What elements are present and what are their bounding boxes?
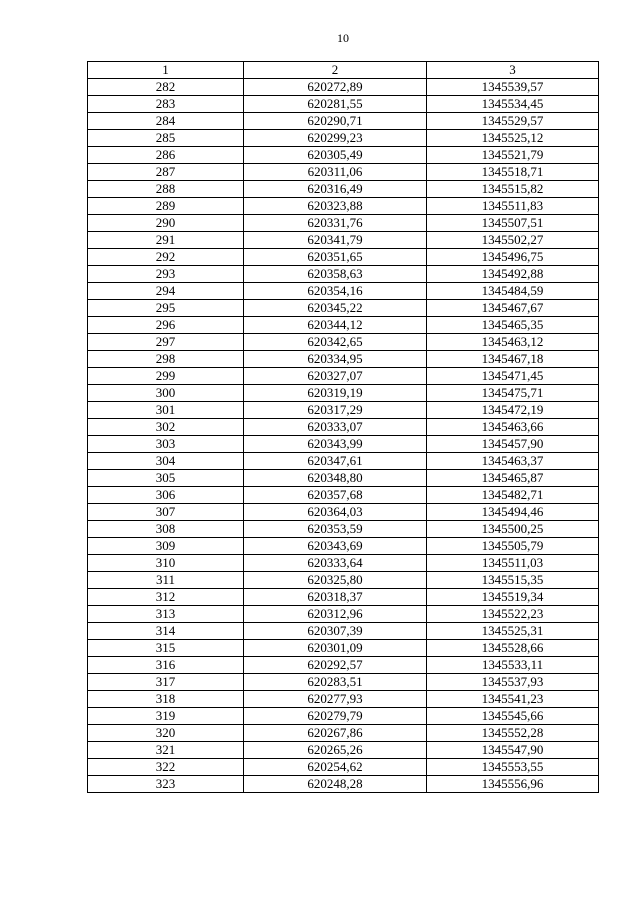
x-coordinate-cell: 620341,79: [244, 232, 427, 249]
table-row: [88, 572, 599, 589]
column-header: 1: [88, 62, 244, 79]
y-coordinate-cell: 1345475,71: [427, 385, 599, 402]
point-number-cell: 297: [88, 334, 244, 351]
point-number-cell: 289: [88, 198, 244, 215]
point-number-cell: 323: [88, 776, 244, 793]
x-coordinate-cell: 620307,39: [244, 623, 427, 640]
y-coordinate-cell: 1345541,23: [427, 691, 599, 708]
x-coordinate-cell: 620344,12: [244, 317, 427, 334]
table-row: [88, 215, 599, 232]
table-row: [88, 776, 599, 793]
point-number-cell: 291: [88, 232, 244, 249]
point-number-cell: 301: [88, 402, 244, 419]
table-row: [88, 317, 599, 334]
x-coordinate-cell: 620342,65: [244, 334, 427, 351]
y-coordinate-cell: 1345507,51: [427, 215, 599, 232]
x-coordinate-cell: 620353,59: [244, 521, 427, 538]
table-row: [88, 368, 599, 385]
table-row: [88, 147, 599, 164]
point-number-cell: 307: [88, 504, 244, 521]
point-number-cell: 283: [88, 96, 244, 113]
table-row: [88, 487, 599, 504]
table-body: [88, 62, 599, 793]
point-number-cell: 313: [88, 606, 244, 623]
x-coordinate-cell: 620317,29: [244, 402, 427, 419]
table-row: [88, 725, 599, 742]
table-row: [88, 436, 599, 453]
table-row: [88, 96, 599, 113]
y-coordinate-cell: 1345467,18: [427, 351, 599, 368]
point-number-cell: 309: [88, 538, 244, 555]
y-coordinate-cell: 1345534,45: [427, 96, 599, 113]
table-row: [88, 334, 599, 351]
point-number-cell: 293: [88, 266, 244, 283]
table-row: [88, 283, 599, 300]
x-coordinate-cell: 620343,99: [244, 436, 427, 453]
x-coordinate-cell: 620301,09: [244, 640, 427, 657]
table-row: [88, 351, 599, 368]
x-coordinate-cell: 620331,76: [244, 215, 427, 232]
x-coordinate-cell: 620272,89: [244, 79, 427, 96]
y-coordinate-cell: 1345484,59: [427, 283, 599, 300]
y-coordinate-cell: 1345515,35: [427, 572, 599, 589]
y-coordinate-cell: 1345500,25: [427, 521, 599, 538]
y-coordinate-cell: 1345553,55: [427, 759, 599, 776]
x-coordinate-cell: 620347,61: [244, 453, 427, 470]
point-number-cell: 320: [88, 725, 244, 742]
x-coordinate-cell: 620333,07: [244, 419, 427, 436]
point-number-cell: 321: [88, 742, 244, 759]
table-row: [88, 300, 599, 317]
table-row: [88, 164, 599, 181]
point-number-cell: 303: [88, 436, 244, 453]
table-row: [88, 249, 599, 266]
x-coordinate-cell: 620345,22: [244, 300, 427, 317]
y-coordinate-cell: 1345529,57: [427, 113, 599, 130]
table-row: [88, 606, 599, 623]
y-coordinate-cell: 1345465,35: [427, 317, 599, 334]
x-coordinate-cell: 620319,19: [244, 385, 427, 402]
x-coordinate-cell: 620343,69: [244, 538, 427, 555]
table-row: [88, 657, 599, 674]
point-number-cell: 304: [88, 453, 244, 470]
x-coordinate-cell: 620323,88: [244, 198, 427, 215]
table-row: [88, 385, 599, 402]
x-coordinate-cell: 620318,37: [244, 589, 427, 606]
point-number-cell: 318: [88, 691, 244, 708]
point-number-cell: 294: [88, 283, 244, 300]
table-row: [88, 640, 599, 657]
x-coordinate-cell: 620299,23: [244, 130, 427, 147]
point-number-cell: 302: [88, 419, 244, 436]
x-coordinate-cell: 620265,26: [244, 742, 427, 759]
y-coordinate-cell: 1345463,37: [427, 453, 599, 470]
point-number-cell: 300: [88, 385, 244, 402]
point-number-cell: 295: [88, 300, 244, 317]
x-coordinate-cell: 620327,07: [244, 368, 427, 385]
table-row: [88, 113, 599, 130]
point-number-cell: 284: [88, 113, 244, 130]
point-number-cell: 285: [88, 130, 244, 147]
y-coordinate-cell: 1345492,88: [427, 266, 599, 283]
table-row: [88, 691, 599, 708]
point-number-cell: 311: [88, 572, 244, 589]
y-coordinate-cell: 1345525,31: [427, 623, 599, 640]
point-number-cell: 305: [88, 470, 244, 487]
point-number-cell: 299: [88, 368, 244, 385]
x-coordinate-cell: 620351,65: [244, 249, 427, 266]
point-number-cell: 319: [88, 708, 244, 725]
table-row: [88, 130, 599, 147]
point-number-cell: 317: [88, 674, 244, 691]
table-row: [88, 538, 599, 555]
y-coordinate-cell: 1345511,03: [427, 555, 599, 572]
point-number-cell: 315: [88, 640, 244, 657]
y-coordinate-cell: 1345472,19: [427, 402, 599, 419]
point-number-cell: 322: [88, 759, 244, 776]
y-coordinate-cell: 1345502,27: [427, 232, 599, 249]
point-number-cell: 282: [88, 79, 244, 96]
table-row: [88, 589, 599, 606]
x-coordinate-cell: 620311,06: [244, 164, 427, 181]
table-row: [88, 504, 599, 521]
x-coordinate-cell: 620354,16: [244, 283, 427, 300]
x-coordinate-cell: 620277,93: [244, 691, 427, 708]
x-coordinate-cell: 620254,62: [244, 759, 427, 776]
point-number-cell: 316: [88, 657, 244, 674]
point-number-cell: 286: [88, 147, 244, 164]
y-coordinate-cell: 1345482,71: [427, 487, 599, 504]
point-number-cell: 288: [88, 181, 244, 198]
y-coordinate-cell: 1345552,28: [427, 725, 599, 742]
point-number-cell: 298: [88, 351, 244, 368]
y-coordinate-cell: 1345539,57: [427, 79, 599, 96]
x-coordinate-cell: 620348,80: [244, 470, 427, 487]
point-number-cell: 308: [88, 521, 244, 538]
point-number-cell: 306: [88, 487, 244, 504]
x-coordinate-cell: 620292,57: [244, 657, 427, 674]
table-row: [88, 198, 599, 215]
column-header: 2: [244, 62, 427, 79]
x-coordinate-cell: 620333,64: [244, 555, 427, 572]
table-row: [88, 79, 599, 96]
y-coordinate-cell: 1345494,46: [427, 504, 599, 521]
x-coordinate-cell: 620267,86: [244, 725, 427, 742]
point-number-cell: 292: [88, 249, 244, 266]
y-coordinate-cell: 1345515,82: [427, 181, 599, 198]
x-coordinate-cell: 620279,79: [244, 708, 427, 725]
point-number-cell: 310: [88, 555, 244, 572]
table-row: [88, 453, 599, 470]
y-coordinate-cell: 1345522,23: [427, 606, 599, 623]
point-number-cell: 314: [88, 623, 244, 640]
x-coordinate-cell: 620281,55: [244, 96, 427, 113]
column-header: 3: [427, 62, 599, 79]
x-coordinate-cell: 620283,51: [244, 674, 427, 691]
table-row: [88, 470, 599, 487]
table-row: [88, 232, 599, 249]
y-coordinate-cell: 1345457,90: [427, 436, 599, 453]
table-row: [88, 555, 599, 572]
y-coordinate-cell: 1345545,66: [427, 708, 599, 725]
x-coordinate-cell: 620334,95: [244, 351, 427, 368]
y-coordinate-cell: 1345511,83: [427, 198, 599, 215]
y-coordinate-cell: 1345471,45: [427, 368, 599, 385]
table-row: [88, 402, 599, 419]
y-coordinate-cell: 1345533,11: [427, 657, 599, 674]
page-number: 10: [337, 31, 349, 45]
table-row: [88, 759, 599, 776]
y-coordinate-cell: 1345505,79: [427, 538, 599, 555]
y-coordinate-cell: 1345525,12: [427, 130, 599, 147]
coordinates-table: [87, 61, 599, 793]
table-row: [88, 419, 599, 436]
point-number-cell: 290: [88, 215, 244, 232]
x-coordinate-cell: 620325,80: [244, 572, 427, 589]
point-number-cell: 312: [88, 589, 244, 606]
table-row: [88, 742, 599, 759]
table-row: [88, 181, 599, 198]
x-coordinate-cell: 620357,68: [244, 487, 427, 504]
y-coordinate-cell: 1345496,75: [427, 249, 599, 266]
y-coordinate-cell: 1345528,66: [427, 640, 599, 657]
table-row: [88, 674, 599, 691]
table-row: [88, 266, 599, 283]
y-coordinate-cell: 1345519,34: [427, 589, 599, 606]
table-row: [88, 708, 599, 725]
x-coordinate-cell: 620316,49: [244, 181, 427, 198]
x-coordinate-cell: 620358,63: [244, 266, 427, 283]
x-coordinate-cell: 620248,28: [244, 776, 427, 793]
table-row: [88, 623, 599, 640]
point-number-cell: 296: [88, 317, 244, 334]
x-coordinate-cell: 620305,49: [244, 147, 427, 164]
y-coordinate-cell: 1345465,87: [427, 470, 599, 487]
y-coordinate-cell: 1345547,90: [427, 742, 599, 759]
y-coordinate-cell: 1345467,67: [427, 300, 599, 317]
table-header-row: [88, 62, 599, 79]
point-number-cell: 287: [88, 164, 244, 181]
x-coordinate-cell: 620364,03: [244, 504, 427, 521]
y-coordinate-cell: 1345463,66: [427, 419, 599, 436]
y-coordinate-cell: 1345537,93: [427, 674, 599, 691]
y-coordinate-cell: 1345521,79: [427, 147, 599, 164]
y-coordinate-cell: 1345463,12: [427, 334, 599, 351]
y-coordinate-cell: 1345518,71: [427, 164, 599, 181]
x-coordinate-cell: 620312,96: [244, 606, 427, 623]
y-coordinate-cell: 1345556,96: [427, 776, 599, 793]
table-row: [88, 521, 599, 538]
x-coordinate-cell: 620290,71: [244, 113, 427, 130]
